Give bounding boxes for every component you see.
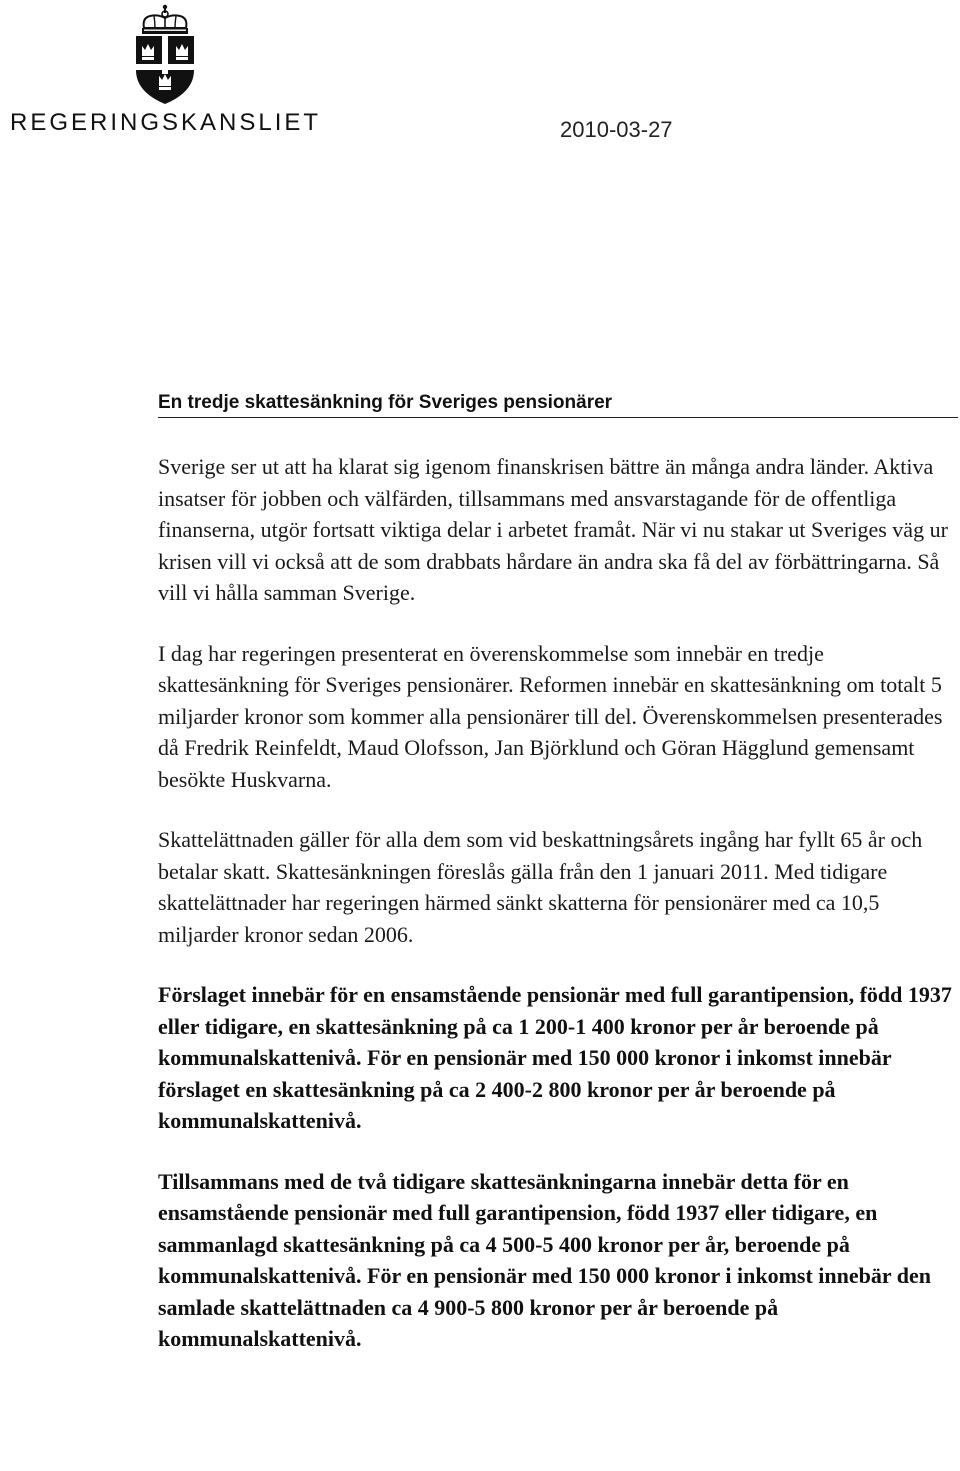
logo-wordmark: REGERINGSKANSLIET xyxy=(10,109,322,136)
article-body xyxy=(158,451,958,1384)
paragraph-combined: Tillsammans med de två tidigare skattesänkningarna innebär detta för en ensamstående pensionär med full garantipension, född 1937 eller tidigare, en sammanlagd skattesänkning på ca 4 500-5 400 kronor per år, beroende på kommunalskattenivå. För en pensionär med 150 000 kronor i inkomst innebär den samlade skattelättnaden ca 4 900-5 800 kronor per år beroende på kommunalskattenivå. xyxy=(158,1168,931,1351)
paragraph-agreement: I dag har regeringen presenterat en överenskommelse som innebär en tredje skattesänkning för Sveriges pensionärer. Reformen innebär en skattesänkning om totalt 5 miljarder kronor som kommer alla pensionärer till del. Överenskommelsen presenterades då Fredrik Reinfeldt, Maud Olofsson, Jan Björklund och Göran Hägglund gemensamt besökte Huskvarna. xyxy=(158,640,943,792)
paragraph-proposal: Förslaget innebär för en ensamstående pensionär med full garantipension, född 1937 eller tidigare, en skattesänkning på ca 1 200-1 400 kronor per år beroende på kommunalskattenivå. För en pensionär med 150 000 kronor i inkomst innebär förslaget en skattesänkning på ca 2 400-2 800 kronor per år beroende på kommunalskattenivå. xyxy=(158,982,952,1133)
regeringskansliet-logo xyxy=(8,4,322,138)
paragraph-intro: Sverige ser ut att ha klarat sig igenom finanskrisen bättre än många andra länder. Aktiva insatser för jobben och välfärden, tillsammans med ansvarstagande för de offentliga finanserna, utgör fortsatt viktiga delar i arbetet framåt. När vi nu stakar ut Sveriges väg ur krisen vill vi också att de som drabbats hårdare än andra ska få del av förbättringarna. Så vill vi hålla samman Sverige. xyxy=(158,454,948,605)
document-date: 2010-03-27 xyxy=(560,117,673,142)
paragraph-tax-relief: Skattelättnaden gäller för alla dem som vid beskattningsårets ingång har fyllt 65 år och betalar skatt. Skattesänkningen föreslås gälla från den 1 januari 2011. Med tidigare skattelättnader har regeringen härmed sänkt skatterna för pensionärer med ca 10,5 miljarder kronor sedan 2006. xyxy=(158,827,923,947)
swedish-crest-icon xyxy=(130,4,200,106)
page-title: En tredje skattesänkning för Sveriges pensionärer xyxy=(158,390,958,418)
